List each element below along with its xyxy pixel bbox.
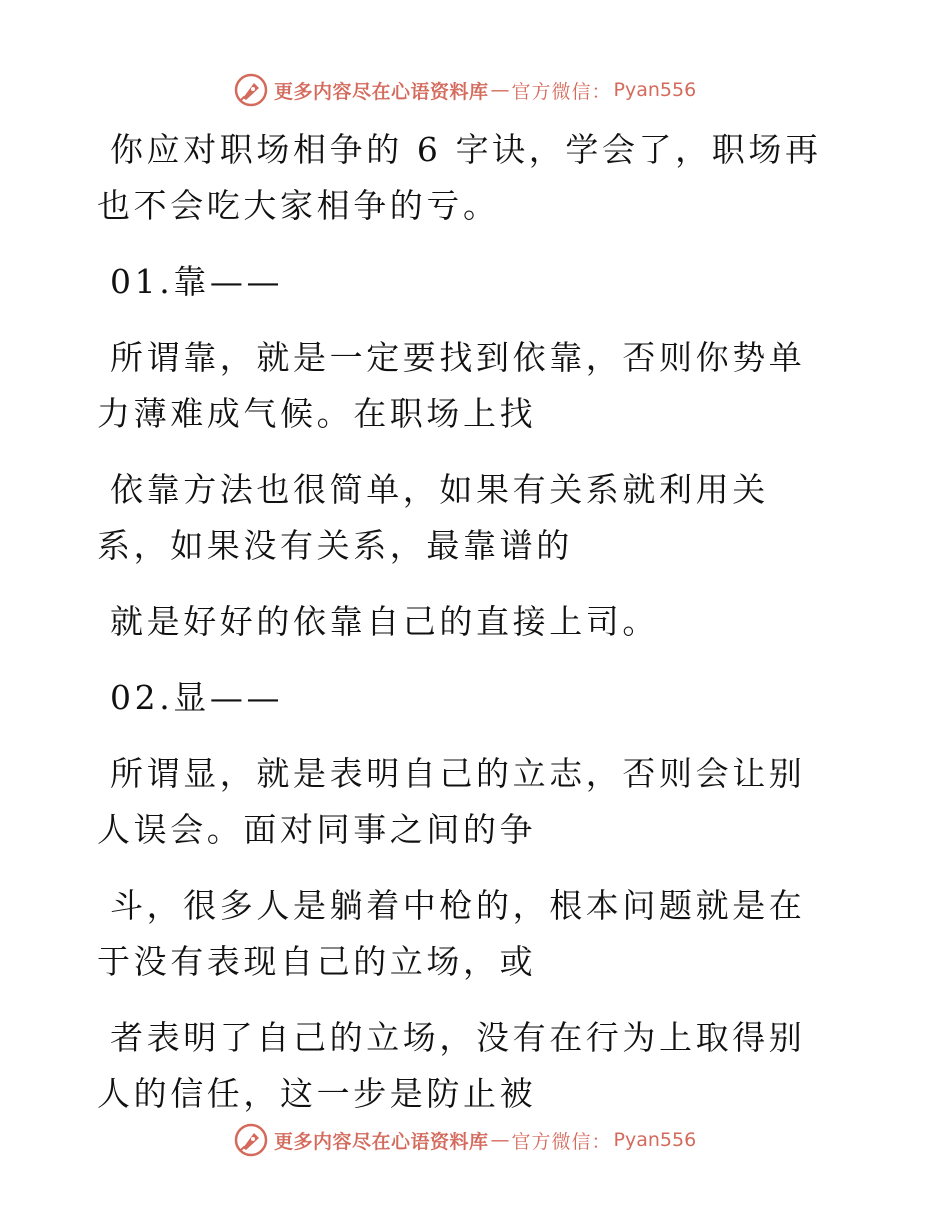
banner-label: 更多内容尽在心语资料库 — [274, 1130, 489, 1153]
section-1-heading: 01.靠—— — [110, 262, 284, 301]
intro-paragraph: 你应对职场相争的 6 字诀，学会了，职场再也不会吃大家相争的亏。 — [97, 130, 822, 225]
header-watermark-banner — [234, 72, 696, 108]
banner-wechat-id: Pyan556 — [613, 1129, 697, 1151]
banner-wechat-id: Pyan556 — [613, 79, 697, 101]
banner-dash: — — [490, 79, 510, 101]
banner-dash: — — [490, 1129, 510, 1151]
banner-wechat-label: 官方微信： — [511, 80, 612, 103]
section-1-paragraph-2: 依靠方法也很简单，如果有关系就利用关系，如果没有关系，最靠谱的 — [97, 470, 769, 565]
section-2-paragraph-3: 者表明了自己的立场，没有在行为上取得别人的信任，这一步是防止被 — [97, 1018, 806, 1113]
banner-label: 更多内容尽在心语资料库 — [274, 80, 489, 103]
pen-nib-logo-icon — [234, 73, 268, 107]
section-2-heading: 02.显—— — [110, 678, 284, 717]
section-2-paragraph-2: 斗，很多人是躺着中枪的，根本问题就是在于没有表现自己的立场，或 — [97, 886, 806, 981]
document-body — [97, 122, 837, 1142]
footer-watermark-banner — [234, 1122, 696, 1158]
banner-wechat-label: 官方微信： — [511, 1130, 612, 1153]
section-2-paragraph-1: 所谓显，就是表明自己的立志，否则会让别人误会。面对同事之间的争 — [97, 754, 806, 849]
section-1-paragraph-3: 就是好好的依靠自己的直接上司。 — [110, 602, 659, 641]
section-1-paragraph-1: 所谓靠，就是一定要找到依靠，否则你势单力薄难成气候。在职场上找 — [97, 338, 806, 433]
pen-nib-logo-icon — [234, 1123, 268, 1157]
